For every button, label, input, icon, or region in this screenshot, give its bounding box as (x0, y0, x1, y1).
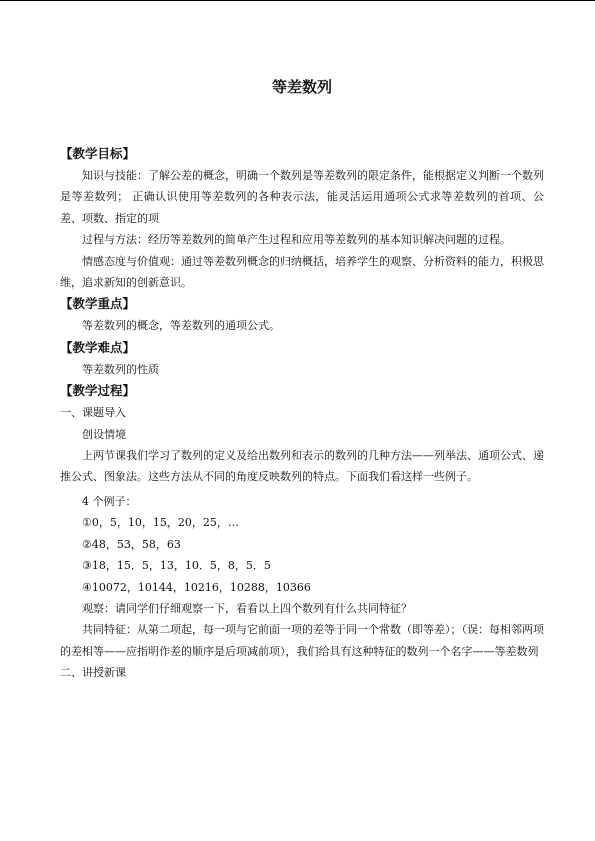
example-item: ②48，53，58，63 (82, 537, 181, 551)
example-item: ①0，5，10，15，20，25，… (82, 516, 239, 530)
examples-label: 4 个例子： (82, 494, 137, 508)
page-title: 等差数列 (271, 78, 332, 96)
document-body (60, 143, 544, 684)
goal-attitude-paragraph: 情感态度与价值观：通过等差数列概念的归纳概括，培养学生的观察、分析资料的能力，积极思维，追求新知的创新意识。 (60, 254, 544, 290)
part2-heading: 二、讲授新课 (60, 666, 126, 680)
common-feature-paragraph: 共同特征：从第二项起，每一项与它前面一项的差等于同一个常数（即等差）；（误：每相邻两项的差相等——应指明作差的顺序是后项减前项），我们给具有这种特征的数列一个名字——等差数列 (60, 623, 544, 658)
example-item: ③18，15．5，13，10．5，8，5．5 (82, 559, 271, 573)
top-rule (0, 0, 595, 1)
process-heading: 【教学过程】 (60, 383, 136, 399)
example-item: ④10072，10144，10216，10288，10366 (82, 580, 311, 594)
intro-paragraph: 上两节课我们学习了数列的定义及给出数列和表示的数列的几种方法——列举法、通项公式、递推公式、图象法。这些方法从不同的角度反映数列的特点。下面我们看这样一些例子。 (60, 449, 544, 484)
difficulty-heading: 【教学难点】 (60, 339, 136, 355)
observe-paragraph: 观察：请同学们仔细观察一下，看看以上四个数列有什么共同特征？ (82, 601, 412, 615)
difficulty-text: 等差数列的性质 (82, 362, 159, 376)
goal-knowledge-paragraph: 知识与技能：了解公差的概念，明确一个数列是等差数列的限定条件，能根据定义判断一个数列是等差数列； 正确认识使用等差数列的各种表示法，能灵活运用通项公式求等差数列的首项、公差、项数、指定的项 (60, 169, 544, 225)
scenario-label: 创设情境 (82, 427, 126, 441)
goal-heading: 【教学目标】 (60, 146, 136, 161)
part1-heading: 一、课题导入 (60, 406, 126, 420)
key-points-text: 等差数列的概念，等差数列的通项公式。 (82, 319, 280, 333)
goal-process-paragraph: 过程与方法：经历等差数列的简单产生过程和应用等差数列的基本知识解决问题的过程。 (82, 233, 511, 247)
key-points-heading: 【教学重点】 (60, 296, 136, 312)
